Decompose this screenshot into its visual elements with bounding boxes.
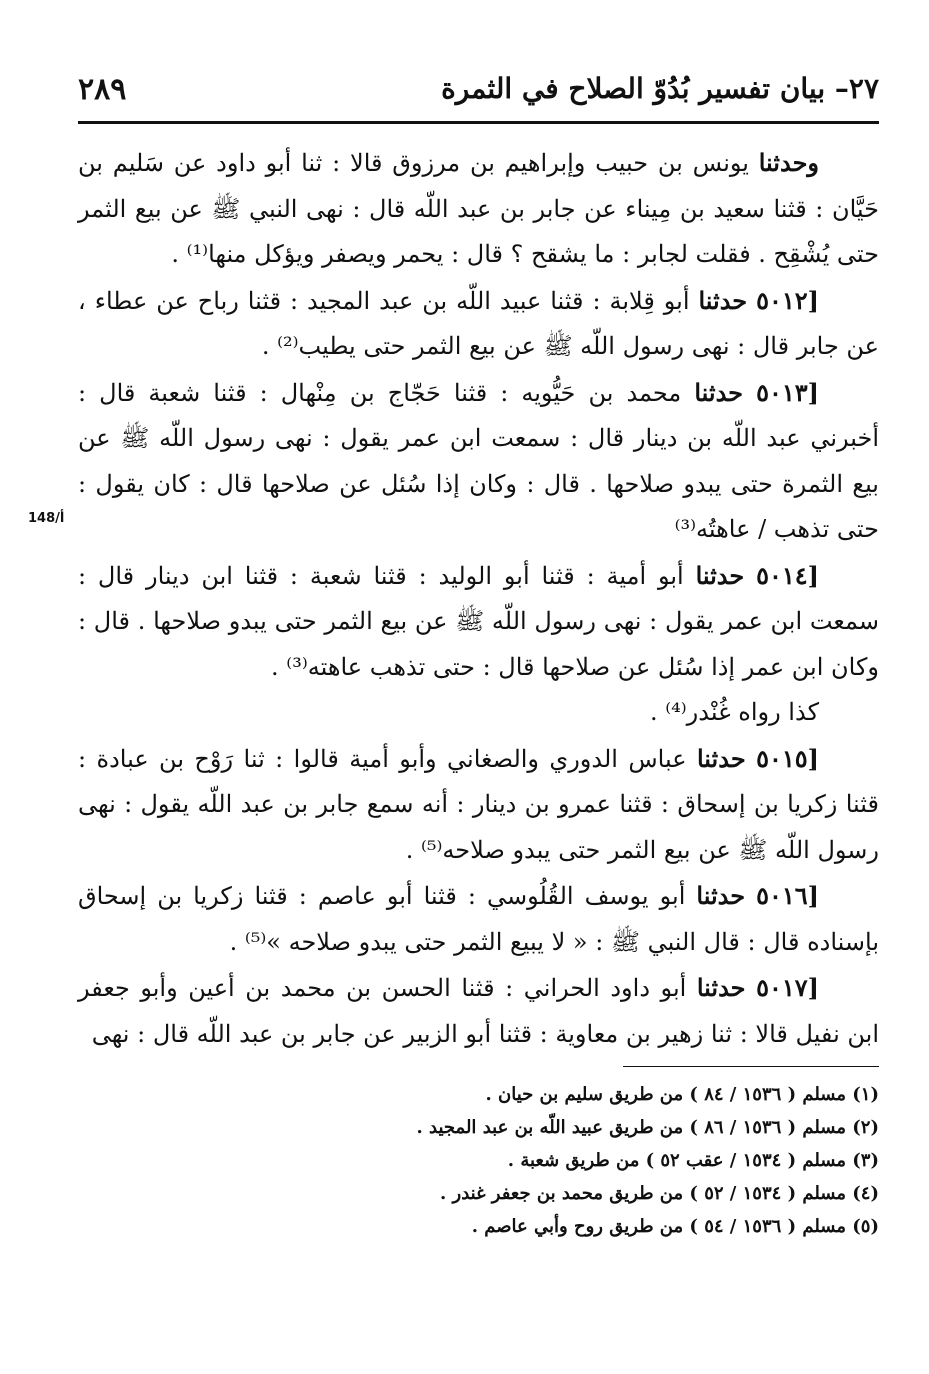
hadith-text: أبو قِلابة : قثنا عبيد اللّه بن عبد المجيد : قثنا رباح عن عطاء ، عن جابر قال : نهى رسول اللّه ﷺ عن بيع الثمر حتى يطيب⁽²⁾ . (78, 286, 879, 360)
hadith-lead-word: حدثنا (695, 560, 745, 590)
commentary-line (78, 690, 879, 736)
footnote-item: (٢) مسلم ( ١٥٣٦ / ٨٦ ) من طريق عبيد اللّه بن عبد المجيد . (416, 1117, 879, 1138)
hadith-number: [٥٠١٦ (756, 881, 819, 910)
hadith-text: عباس الدوري والصغاني وأبو أمية قالوا : ثنا رَوْح بن عبادة : قثنا زكريا بن إسحاق : قثنا عمرو بن دينار : أنه سمع جابر بن عبد اللّه يقول : نهى رسول اللّه ﷺ عن بيع الثمر حتى يبدو صلاحه⁽⁵⁾ . (78, 744, 879, 864)
hadith-lead-word: حدثنا (696, 743, 746, 773)
hadith-lead-word: حدثنا (696, 973, 746, 1002)
hadith-paragraph (78, 965, 879, 1057)
hadith-paragraph (78, 140, 879, 278)
footnote-divider (623, 1066, 879, 1067)
hadith-paragraph (78, 278, 879, 370)
footnote-item: (٤) مسلم ( ١٥٣٤ / ٥٢ ) من طريق محمد بن جعفر غندر . (439, 1183, 879, 1204)
hadith-paragraph (78, 873, 879, 965)
hadith-number: [٥٠١٥ (756, 743, 819, 773)
commentary-text: كذا رواه غُنْدر⁽⁴⁾ . (649, 698, 819, 726)
hadith-paragraph (78, 370, 879, 553)
footnote-item: (١) مسلم ( ١٥٣٦ / ٨٤ ) من طريق سليم بن حيان . (485, 1084, 879, 1105)
hadith-text: يونس بن حبيب وإبراهيم بن مرزوق قالا : ثنا أبو داود عن سَليم بن حَيَّان : قثنا سعيد بن مِيناء عن جابر بن عبد اللّه قال : نهى النبي ﷺ عن بيع الثمر حتى يُشْقِح . فقلت لجابر : ما يشقح ؟ قال : يحمر ويصفر ويؤكل منها⁽¹⁾ . (78, 149, 879, 268)
hadith-paragraph (78, 553, 879, 691)
footnotes (78, 1078, 879, 1243)
hadith-paragraph (78, 736, 879, 874)
hadith-text: أبو داود الحراني : قثنا الحسن بن محمد بن أعين وأبو جعفر ابن نفيل قالا : ثنا زهير بن معاوية : قثنا أبو الزبير عن جابر بن عبد اللّه قال : نهى (78, 974, 879, 1048)
footnote-item: (٣) مسلم ( ١٥٣٤ / عقب ٥٢ ) من طريق شعبة . (507, 1150, 879, 1171)
header-divider (78, 121, 879, 124)
hadith-lead-word: حدثنا (698, 285, 748, 315)
hadith-number: [٥٠١٧ (756, 973, 819, 1002)
hadith-text: أبو يوسف القُلُوسي : قثنا أبو عاصم : قثنا زكريا بن إسحاق بإسناده قال : قال النبي ﷺ : « لا يبيع الثمر حتى يبدو صلاحه »⁽⁵⁾ . (78, 882, 879, 956)
hadith-number: [٥٠١٤ (756, 560, 819, 590)
hadith-lead-word: حدثنا (694, 377, 744, 407)
hadith-text: محمد بن حَيُّويه : قثنا حَجّاج بن مِنْهال : قثنا شعبة قال : أخبرني عبد اللّه بن دينار قال : سمعت ابن عمر يقول : نهى رسول اللّه ﷺ عن بيع الثمرة حتى يبدو صلاحها . قال : وكان إذا سُئل عن صلاحها قال : كان يقول : حتى تذهب / عاهتُه⁽³⁾ (78, 378, 879, 543)
hadith-number: [٥٠١٢ (756, 285, 819, 315)
hadith-text: أبو أمية : قثنا أبو الوليد : قثنا شعبة : قثنا ابن دينار قال : سمعت ابن عمر يقول : نهى رسول اللّه ﷺ عن بيع الثمر حتى يبدو صلاحها . قال : وكان ابن عمر إذا سُئل عن صلاحها قال : حتى تذهب عاهته⁽³⁾ . (78, 561, 879, 681)
hadith-lead-word: حدثنا (696, 881, 746, 910)
main-text (78, 140, 879, 1057)
chapter-title: ٢٧– بيان تفسير بُدُوّ الصلاح في الثمرة (441, 72, 879, 105)
hadith-number: [٥٠١٣ (756, 377, 819, 407)
hadith-lead-word: وحدثنا (758, 148, 819, 177)
footnote-item: (٥) مسلم ( ١٥٣٦ / ٥٤ ) من طريق روح وأبي عاصم . (471, 1216, 879, 1237)
manuscript-folio-note: 148/أ (28, 511, 65, 526)
page-number: ٢٨٩ (78, 72, 127, 107)
page-header (78, 60, 879, 120)
